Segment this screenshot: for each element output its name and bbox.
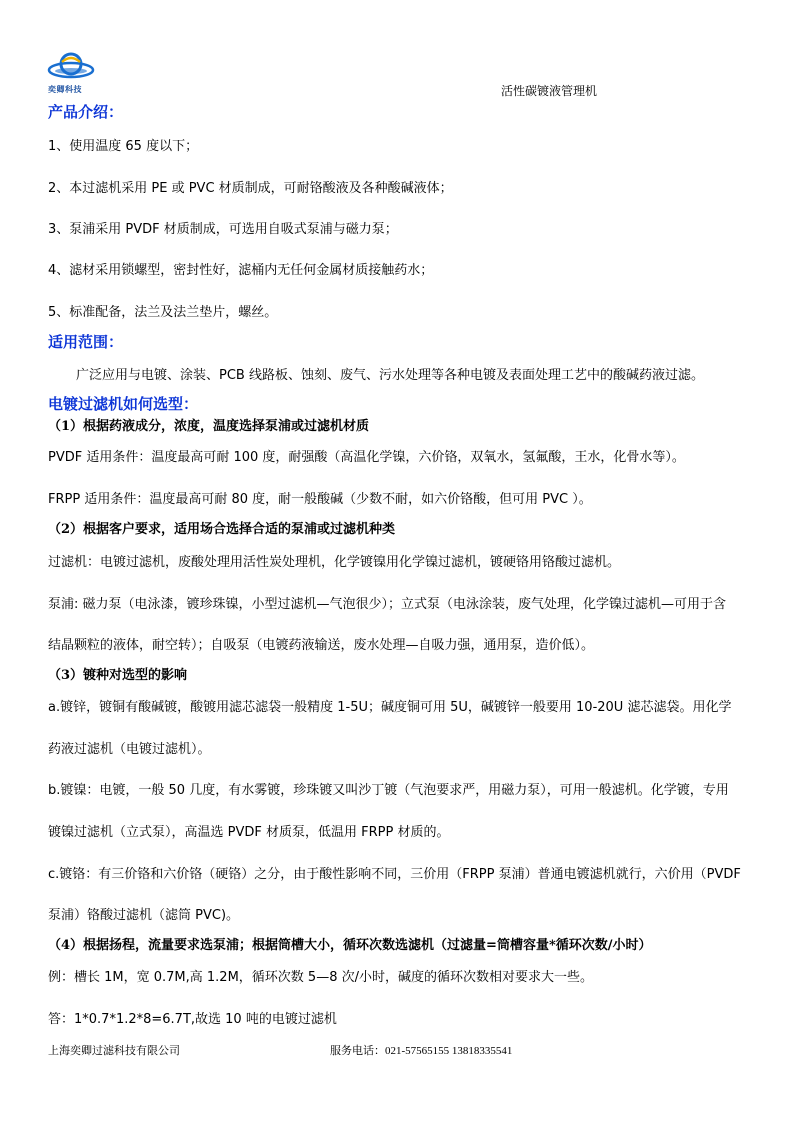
section-4-line: 例：槽长 1M，宽 0.7M,高 1.2M，循环次数 5—8 次/小时，碱度的循环次数相对要求大一些。 bbox=[48, 970, 593, 985]
section-3-line: b.镀镍：电镀，一般 50 几度，有水雾镀，珍珠镀又叫沙丁镀（气泡要求严，用磁力泵），可用一般滤机。化学镀，专用 bbox=[48, 783, 729, 798]
footer-company: 上海奕卿过滤科技有限公司 bbox=[48, 1045, 180, 1057]
section-3-line: 泵浦）铬酸过滤机（滤筒 PVC)。 bbox=[48, 908, 240, 923]
section-3-line: c.镀铬：有三价铬和六价铬（硬铬）之分，由于酸性影响不同，三价用（FRPP 泵浦）普通电镀滤机就行，六价用（PVDF bbox=[48, 867, 741, 882]
scope-text: 广泛应用与电镀、涂装、PCB 线路板、蚀刻、废气、污水处理等各种电镀及表面处理工艺中的酸碱药液过滤。 bbox=[76, 368, 704, 383]
section-2-line: 过滤机：电镀过滤机，废酸处理用活性炭处理机，化学镀镍用化学镍过滤机，镀硬铬用铬酸过滤机。 bbox=[48, 555, 621, 570]
section-4-line: 答：1*0.7*1.2*8=6.7T,故选 10 吨的电镀过滤机 bbox=[48, 1012, 337, 1027]
header-doc-title: 活性碳镀液管理机 bbox=[501, 84, 598, 98]
logo-text: 奕卿科技 bbox=[48, 85, 82, 94]
section-4-title: （4）根据扬程，流量要求选泵浦；根据筒槽大小，循环次数选滤机（过滤量=筒槽容量*循环次数/小时） bbox=[48, 938, 652, 953]
intro-item: 3、泵浦采用 PVDF 材质制成，可选用自吸式泵浦与磁力泵； bbox=[48, 222, 398, 237]
intro-heading: 产品介绍： bbox=[48, 103, 124, 121]
intro-item: 1、使用温度 65 度以下； bbox=[48, 139, 199, 154]
intro-item: 5、标准配备，法兰及法兰垫片，螺丝。 bbox=[48, 305, 278, 320]
section-3-line: a.镀锌，镀铜有酸碱镀，酸镀用滤芯滤袋一般精度 1-5U；碱度铜可用 5U，碱镀锌一般要用 10-20U 滤芯滤袋。用化学 bbox=[48, 700, 732, 715]
section-3-title: （3）镀种对选型的影响 bbox=[48, 668, 188, 683]
section-1-line: FRPP 适用条件：温度最高可耐 80 度，耐一般酸碱（少数不耐，如六价铬酸，但可用 PVC ）。 bbox=[48, 492, 592, 507]
section-3-line: 药液过滤机（电镀过滤机）。 bbox=[48, 742, 211, 757]
scope-heading: 适用范围： bbox=[48, 333, 124, 351]
selection-heading: 电镀过滤机如何选型： bbox=[48, 395, 199, 413]
intro-item: 2、本过滤机采用 PE 或 PVC 材质制成，可耐铬酸液及各种酸碱液体； bbox=[48, 181, 453, 196]
section-2-line: 泵浦: 磁力泵（电泳漆，镀珍珠镍，小型过滤机—气泡很少）；立式泵（电泳涂装，废气处理，化学镍过滤机—可用于含 bbox=[48, 597, 727, 612]
section-2-title: （2）根据客户要求，适用场合选择合适的泵浦或过滤机种类 bbox=[48, 522, 396, 537]
intro-item: 4、滤材采用锁螺型，密封性好，滤桶内无任何金属材质接触药水； bbox=[48, 263, 434, 278]
section-3-line: 镀镍过滤机（立式泵），高温选 PVDF 材质泵，低温用 FRPP 材质的。 bbox=[48, 825, 450, 840]
section-1-line: PVDF 适用条件：温度最高可耐 100 度，耐强酸（高温化学镍，六价铬，双氧水，氢氟酸，王水，化骨水等）。 bbox=[48, 450, 685, 465]
section-1-title: （1）根据药液成分，浓度，温度选择泵浦或过滤机材质 bbox=[48, 419, 370, 434]
footer-service-phone: 服务电话：021-57565155 13818335541 bbox=[330, 1045, 513, 1057]
section-2-line: 结晶颗粒的液体，耐空转）；自吸泵（电镀药液输送，废水处理—自吸力强，通用泵，造价低）。 bbox=[48, 638, 595, 653]
